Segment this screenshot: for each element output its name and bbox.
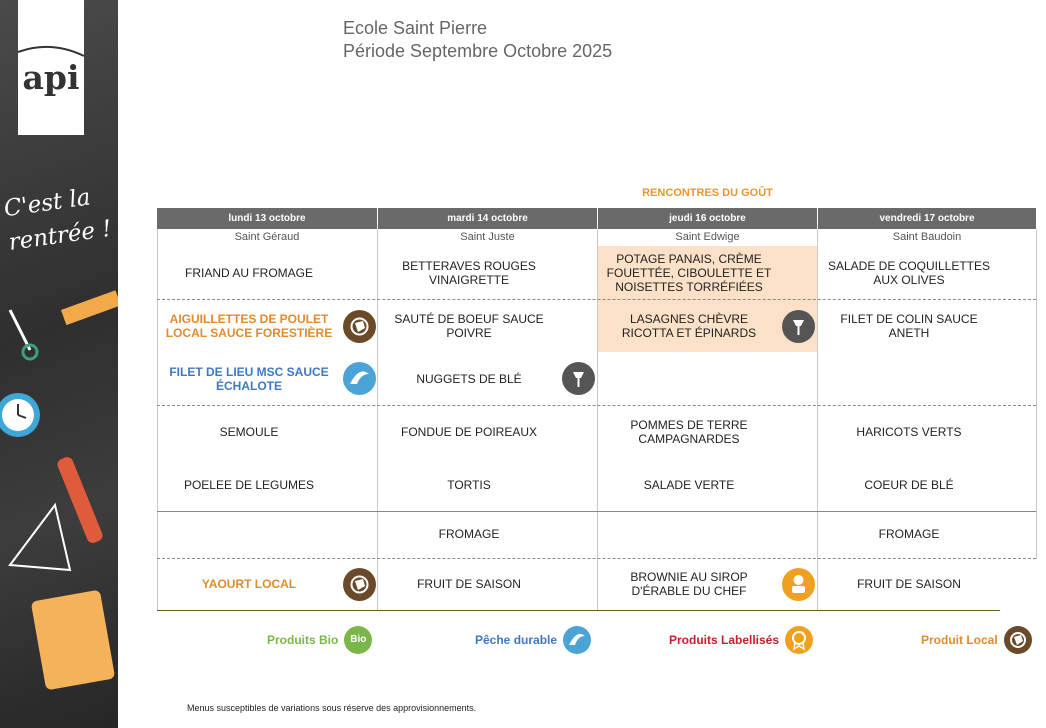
menu-item: SAUTÉ DE BOEUF SAUCE POIVRE <box>394 312 544 340</box>
menu-item: FONDUE DE POIREAUX <box>400 425 538 439</box>
chef-made-icon <box>782 568 815 601</box>
saint-monday: Saint Géraud <box>234 231 300 243</box>
day-header-friday: vendredi 17 octobre <box>818 208 1036 229</box>
menu-item: SEMOULE <box>219 425 279 439</box>
menu-item: SALADE VERTE <box>643 478 735 492</box>
legend-peche: Pêche durable <box>475 626 591 654</box>
legend-local: Produit Local <box>921 626 1032 654</box>
menu-item: POELEE DE LEGUMES <box>183 478 315 492</box>
local-product-icon <box>343 310 376 343</box>
table-bottom-border <box>157 610 1000 611</box>
slogan: C'est la rentrée ! <box>2 184 114 256</box>
menu-item: AIGUILLETTES DE POULET LOCAL SAUCE FORESTIÈRE <box>165 312 333 340</box>
menu-item: BETTERAVES ROUGES VINAIGRETTE <box>402 259 536 287</box>
bio-icon: Bio <box>344 626 372 654</box>
footer-note: Menus susceptibles de variations sous réserve des approvisionnements. <box>187 703 477 713</box>
menu-item: SALADE DE COQUILLETTES AUX OLIVES <box>827 259 991 287</box>
day-header-monday: lundi 13 octobre <box>157 208 377 229</box>
day-header-tuesday: mardi 14 octobre <box>378 208 597 229</box>
menu-item: FILET DE LIEU MSC SAUCE ÉCHALOTE <box>169 365 329 393</box>
period-title: Période Septembre Octobre 2025 <box>343 41 613 61</box>
rencontres-du-gout-label: RENCONTRES DU GOÛT <box>642 187 773 199</box>
day-header-thursday: jeudi 16 octobre <box>598 208 817 229</box>
sustainable-fishing-icon <box>343 362 376 395</box>
label-certified-icon <box>785 626 813 654</box>
menu-item: FRUIT DE SAISON <box>857 577 961 591</box>
menu-item <box>598 522 780 546</box>
menu-item: POMMES DE TERRE CAMPAGNARDES <box>630 418 748 446</box>
grid-line <box>1036 229 1037 559</box>
row-divider <box>157 558 1036 559</box>
saint-tuesday: Saint Juste <box>460 231 515 243</box>
row-divider <box>157 405 1036 406</box>
saint-friday: Saint Baudoin <box>892 231 962 243</box>
logo-text: api <box>22 58 80 97</box>
row-divider <box>157 511 1036 512</box>
vegetarian-icon <box>562 362 595 395</box>
menu-item <box>157 522 341 546</box>
vegetarian-icon <box>782 310 815 343</box>
legend-bio: Produits Bio Bio <box>267 626 372 654</box>
sidebar-decoration <box>0 0 118 728</box>
menu-item: POTAGE PANAIS, CRÈME FOUETTÉE, CIBOULETTE ET NOISETTES TORRÉFIÉES <box>606 252 772 294</box>
row-divider <box>157 299 1036 300</box>
menu-item: TORTIS <box>447 478 491 492</box>
menu-item: FROMAGE <box>878 527 940 541</box>
legend-labellises: Produits Labellisés <box>669 626 813 654</box>
local-product-icon <box>343 568 376 601</box>
menu-item: NUGGETS DE BLÉ <box>416 372 522 386</box>
saint-thursday: Saint Edwige <box>675 231 740 243</box>
school-supplies-illustration <box>0 280 118 728</box>
menu-item: LASAGNES CHÈVRE RICOTTA ET ÉPINARDS <box>621 312 757 340</box>
menu-item: FROMAGE <box>438 527 500 541</box>
local-product-icon <box>1004 626 1032 654</box>
menu-item: FRUIT DE SAISON <box>417 577 521 591</box>
api-logo <box>18 0 84 135</box>
menu-item: BROWNIE AU SIROP D'ÉRABLE DU CHEF <box>630 570 748 598</box>
menu-item: FILET DE COLIN SAUCE ANETH <box>840 312 978 340</box>
menu-item: FRIAND AU FROMAGE <box>184 266 313 280</box>
menu-item: YAOURT LOCAL <box>201 577 297 591</box>
menu-item: HARICOTS VERTS <box>856 425 962 439</box>
school-name: Ecole Saint Pierre <box>343 18 488 38</box>
sustainable-fishing-icon <box>563 626 591 654</box>
menu-item: COEUR DE BLÉ <box>864 478 954 492</box>
logo-swoosh-icon <box>18 0 84 60</box>
